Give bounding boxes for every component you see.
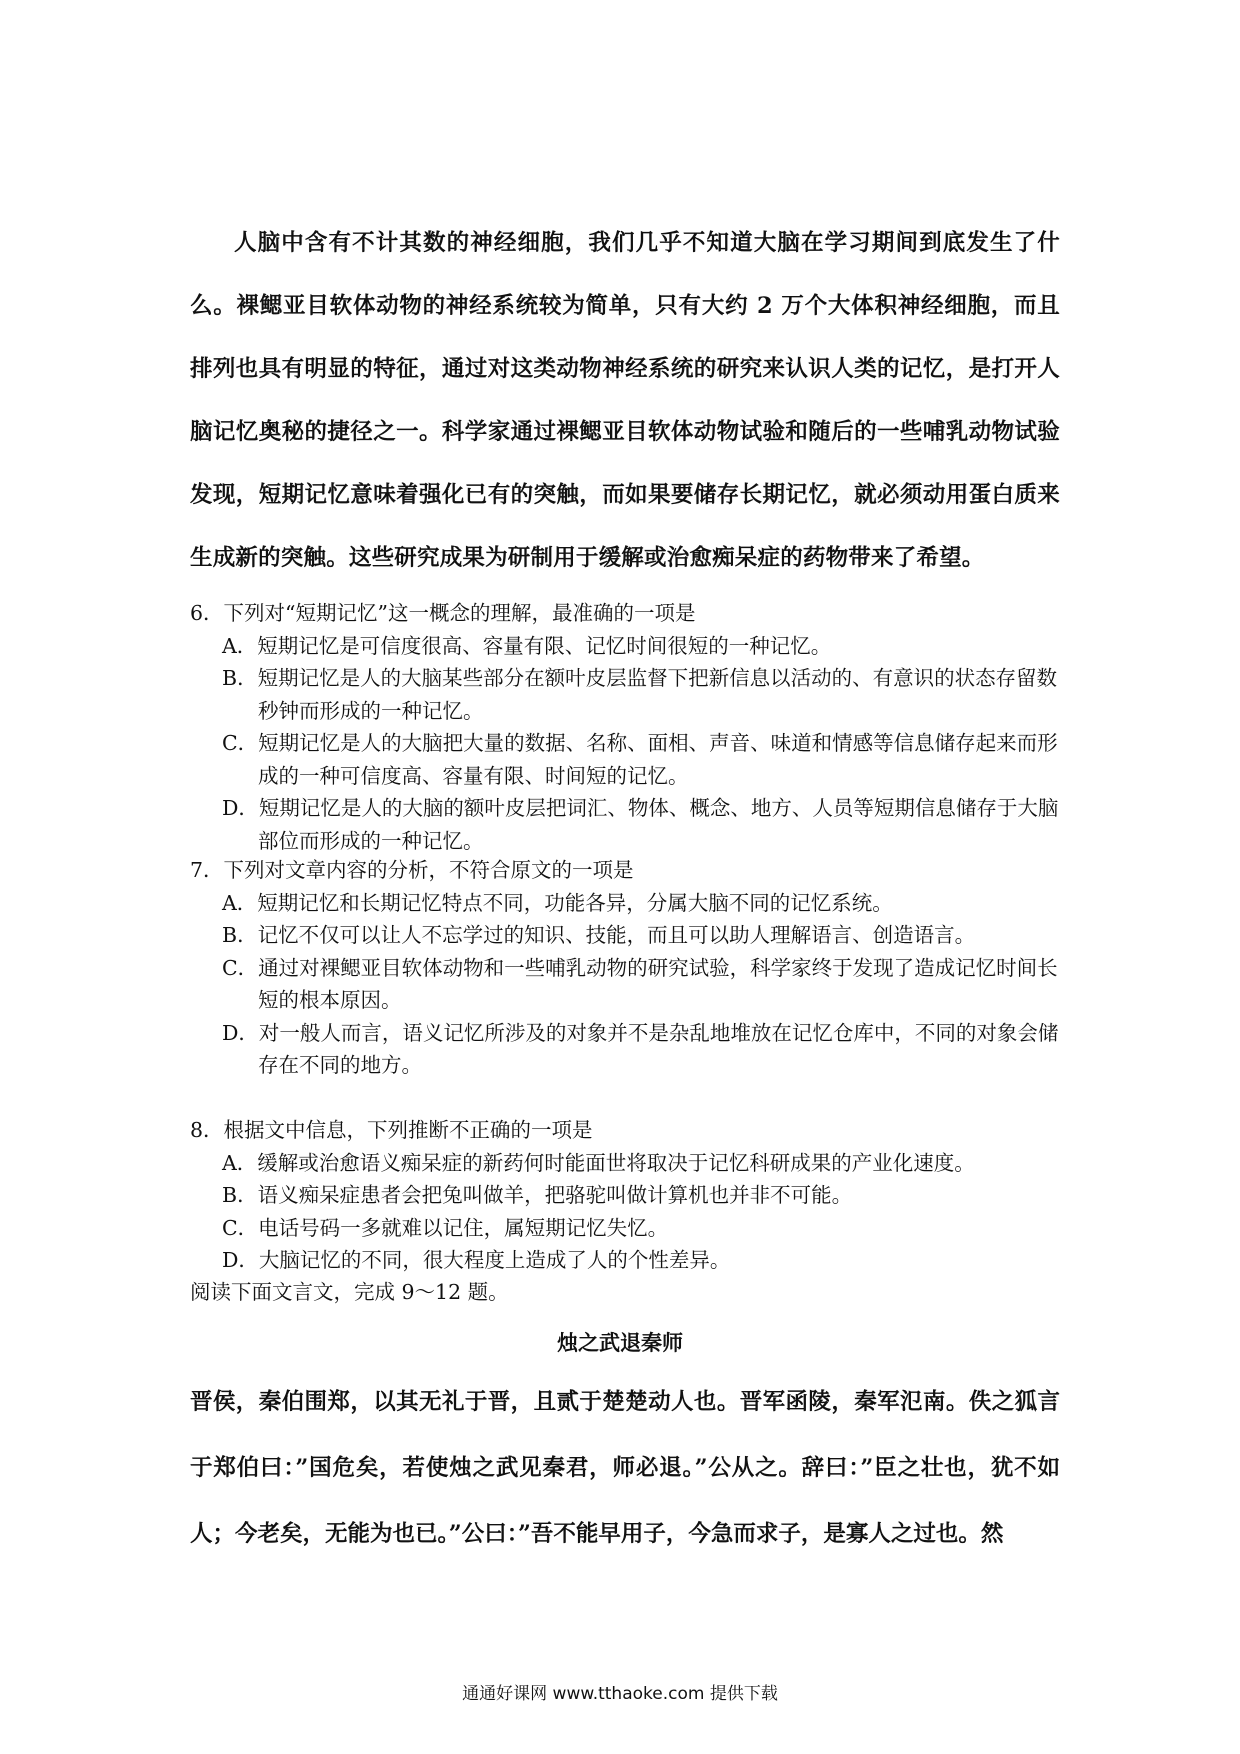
option-a: A．短期记忆是可信度很高、容量有限、记忆时间很短的一种记忆。 xyxy=(222,633,832,658)
option-a: A．短期记忆和长期记忆特点不同，功能各异，分属大脑不同的记忆系统。 xyxy=(222,890,893,915)
question-8 xyxy=(190,1114,1060,1277)
option-c: C．通过对裸鳃亚目软体动物和一些哺乳动物的研究试验，科学家终于发现了造成记忆时间长短的根本原因。 xyxy=(222,955,1058,1012)
question-stem: 8．根据文中信息，下列推断不正确的一项是 xyxy=(190,1118,593,1142)
option-d: D．短期记忆是人的大脑的额叶皮层把词汇、物体、概念、地方、人员等短期信息储存于大脑部位而形成的一种记忆。 xyxy=(222,796,1059,853)
classical-text-paragraph: 晋侯，秦伯围郑，以其无礼于晋，且贰于楚楚动人也。晋军函陵，秦军氾南。佚之狐言于郑伯曰：”国危矣，若使烛之武见秦君，师必退。”公从之。辞曰：”臣之壮也，犹不如人；今老矣，无能为也已。”公曰：”吾不能早用子，今急而求子，是寡人之过也。然 xyxy=(190,1389,1060,1547)
question-7 xyxy=(190,854,1060,1082)
option-b: B．记忆不仅可以让人不忘学过的知识、技能，而且可以助人理解语言、创造语言。 xyxy=(222,923,976,947)
option-d: D．对一般人而言，语义记忆所涉及的对象并不是杂乱地堆放在记忆仓库中，不同的对象会储存在不同的地方。 xyxy=(222,1020,1059,1077)
option-b: B．短期记忆是人的大脑某些部分在额叶皮层监督下把新信息以活动的、有意识的状态存留数秒钟而形成的一种记忆。 xyxy=(222,666,1058,723)
question-stem: 7．下列对文章内容的分析，不符合原文的一项是 xyxy=(190,858,634,882)
classical-text-title: 烛之武退秦师 xyxy=(557,1330,683,1355)
option-c: C．短期记忆是人的大脑把大量的数据、名称、面相、声音、味道和情感等信息储存起来而形成的一种可信度高、容量有限、时间短的记忆。 xyxy=(222,731,1058,788)
question-6 xyxy=(190,597,1060,857)
option-d: D．大脑记忆的不同，很大程度上造成了人的个性差异。 xyxy=(222,1248,731,1272)
passage-paragraph: 人脑中含有不计其数的神经细胞，我们几乎不知道大脑在学习期间到底发生了什么。裸鳃亚目软体动物的神经系统较为简单，只有大约 2 万个大体积神经细胞，而且排列也具有明显的特征，通过对这类动物神经系统的研究来认识人类的记忆，是打开人脑记忆奥秘的捷径之一。科学家通过裸鳃亚目软体动物试验和随后的一些哺乳动物试验发现，短期记忆意味着强化已有的突触，而如果要储存长期记忆，就必须动用蛋白质来生成新的突触。这些研究成果为研制用于缓解或治愈痴呆症的药物带来了希望。 xyxy=(190,230,1060,571)
question-stem: 6．下列对“短期记忆”这一概念的理解，最准确的一项是 xyxy=(190,601,696,625)
page-footer: 通通好课网 www.tthaoke.com 提供下载 xyxy=(462,1684,778,1704)
option-c: C．电话号码一多就难以记住，属短期记忆失忆。 xyxy=(222,1215,669,1240)
option-b: B．语义痴呆症患者会把兔叫做羊，把骆驼叫做计算机也并非不可能。 xyxy=(222,1183,853,1207)
reading-instruction: 阅读下面文言文，完成 9～12 题。 xyxy=(190,1280,509,1304)
option-a: A．缓解或治愈语义痴呆症的新药何时能面世将取决于记忆科研成果的产业化速度。 xyxy=(222,1150,975,1175)
